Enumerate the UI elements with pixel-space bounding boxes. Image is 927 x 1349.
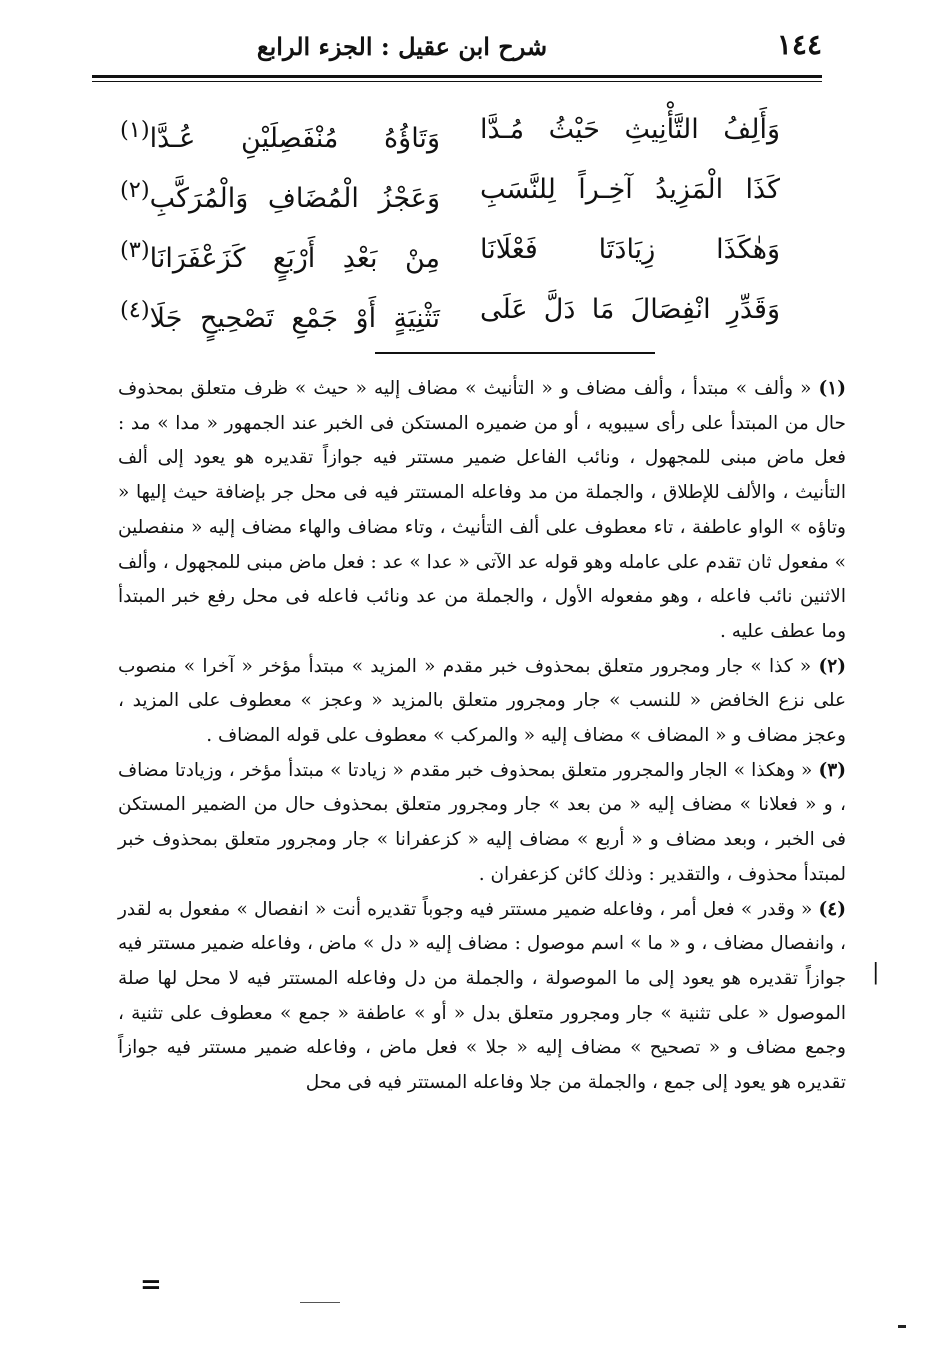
verse-second-text: مِنْ بَعْدِ أَرْبَعٍ كَزَعْفَرَانَا (149, 243, 440, 274)
footnote-ref: (٤) (120, 297, 150, 323)
footnote (118, 650, 846, 754)
footnote-number: (٤) (818, 898, 846, 920)
footnote (118, 754, 846, 893)
verse-second-hemistich (120, 160, 440, 229)
footnotes (118, 372, 846, 1101)
verse-first-hemistich: كَذَا الْمَزِيدُ آخِـراً لِلنَّسَبِ (480, 174, 780, 205)
verse-line (120, 160, 780, 220)
verse-second-hemistich (120, 280, 440, 349)
footnote (118, 893, 846, 1101)
header-rule (92, 75, 822, 78)
page-number: ١٤٤ (776, 28, 822, 61)
running-header (92, 22, 822, 78)
verse-line (120, 100, 780, 160)
verse-second-hemistich (120, 220, 440, 289)
verse-line (120, 220, 780, 280)
verse-second-hemistich (120, 100, 440, 169)
continuation-mark: = (140, 1270, 162, 1300)
verse-second-text: وَتَاؤُهُ مُنْفَصِلَيْنِ عُـدَّا (149, 123, 440, 154)
verse-first-hemistich: وَهٰكَذَا زِيَادَتَا فَعْلَانَا (480, 234, 780, 265)
footnote-text: « وألف » مبتدأ ، وألف مضاف و « التأنيث » مضاف إليه « حيث » ظرف متعلق بمحذوف حال من المبتدأ على رأى سيبويه ، أو من ضميره المستكن فى الخبر عند الجمهور « مدا » مد : فعل ماض مبنى للمجهول ، ونائب الفاعل ضمير مستتر فيه جوازاً تقديره هو يعود إلى ألف التأنيث ، والألف للإطلاق ، والجملة من مد وفاعله المستتر فيه فى محل جر بإضافة حيث إليها « وتاؤه » الواو عاطفة ، تاء معطوف على ألف التأنيث ، وتاء مضاف والهاء مضاف إليه « منفصلين » مفعول ثان تقدم على عامله وهو قوله عد الآتى « عدا » عد : فعل ماض مبنى للمجهول ، وألف الاثنين نائب فاعله ، وهو مفعوله الأول ، والجملة من عد ونائب فاعله فى محل رفع خبر المبتدأ وما عطف عليه . (118, 378, 846, 642)
footnote-ref: (٢) (120, 177, 150, 203)
footnote-ref: (٣) (120, 237, 150, 263)
footnote-ref: (١) (120, 117, 150, 143)
footnote-number: (٢) (818, 655, 846, 677)
verse-first-hemistich: وَقَدِّرِ انْفِصَالَ مَا دَلَّ عَلَى (480, 294, 780, 325)
verse-block (120, 100, 780, 340)
footnote-separator (375, 352, 655, 354)
running-title: شرح ابن عقيل : الجزء الرابع (256, 32, 548, 61)
verse-second-text: تَثْنِيَةٍ أَوْ جَمْعِ تَصْحِيحٍ جَلَا (149, 303, 440, 334)
bottom-dash (300, 1302, 340, 1303)
verse-second-text: وَعَجْزُ الْمُضَافِ وَالْمُرَكَّبِ (149, 183, 440, 214)
verse-first-hemistich: وَأَلِفُ التَّأْنِيثِ حَيْثُ مُـدَّا (480, 114, 780, 145)
footnote-number: (٣) (818, 759, 846, 781)
footnote-text: « وهكذا » الجار والمجرور متعلق بمحذوف خبر مقدم « زيادتا » مبتدأ مؤخر ، وزيادتا مضاف ، و « فعلانا » مضاف إليه « من بعد » جار ومجرور متعلق بمحذوف حال من الضمير المستكن فى الخبر ، وبعد مضاف و « أربع » مضاف إليه « كزعفرانا » جار ومجرور متعلق بمحذوف خبر لمبتدأ محذوف ، والتقدير : وذلك كائن كزعفران . (118, 759, 846, 885)
footnote (118, 372, 846, 650)
footnote-text: « وقدر » فعل أمر ، وفاعله ضمير مستتر فيه وجوباً تقديره أنت « انفصال » مفعول به لقدر ، وانفصال مضاف ، و « ما » اسم موصول : مضاف إليه « دل » ماض ، وفاعله ضمير مستتر فيه جوازاً تقديره هو يعود إلى ما الموصولة ، والجملة من دل وفاعله المستتر فيه لا محل لها صلة الموصول « على تثنية » جار ومجرور متعلق بدل « أو » عاطفة « جمع » معطوف على تثنية ، وجمع مضاف و « تصحيح » مضاف إليه « جلا » فعل ماض ، وفاعله ضمير مستتر فيه جوازاً تقديره هو يعود إلى جمع ، والجملة من جلا وفاعله المستتر فيه فى محل (118, 898, 846, 1094)
footnote-text: « كذا » جار ومجرور متعلق بمحذوف خبر مقدم « المزيد » مبتدأ مؤخر « آخرا » منصوب على نزع الخافض « للنسب » جار ومجرور متعلق بالمزيد « وعجز » معطوف على المزيد ، وعجز مضاف و « المضاف » مضاف إليه « والمركب » معطوف على قوله المضاف . (118, 655, 846, 747)
margin-mark: | (872, 960, 880, 985)
footnote-number: (١) (818, 378, 846, 399)
corner-dot (898, 1325, 906, 1328)
verse-line (120, 280, 780, 340)
